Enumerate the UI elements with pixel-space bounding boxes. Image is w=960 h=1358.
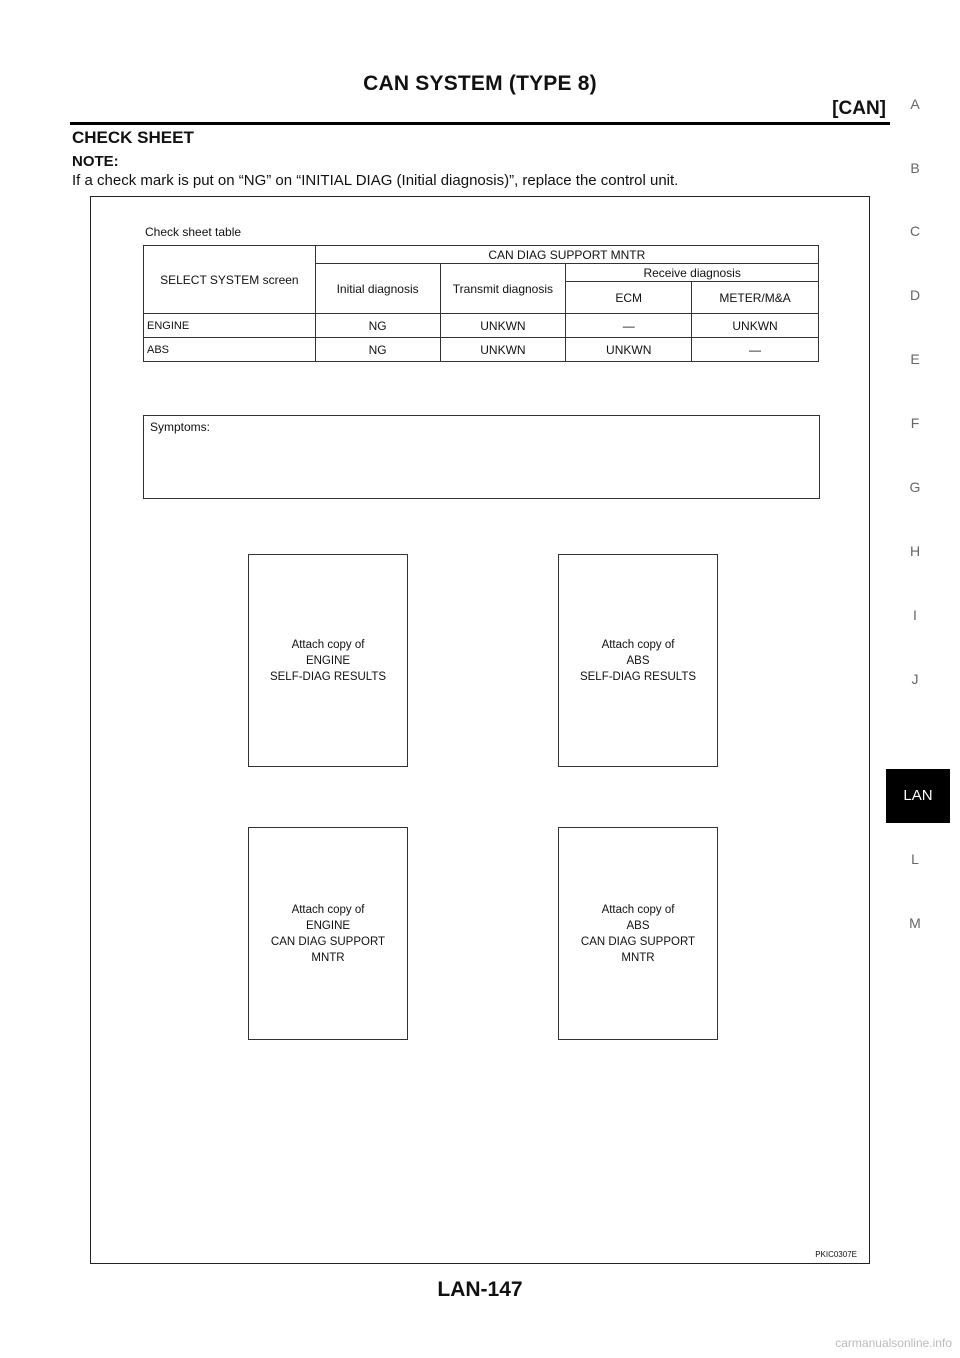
row-meter: UNKWN [692,314,819,338]
attach-line: SELF-DIAG RESULTS [269,670,387,683]
attach-line: ENGINE [305,654,351,667]
table-row [144,314,819,338]
row-initial: NG [315,338,440,362]
attach-line: Attach copy of [291,903,365,916]
row-ecm: UNKWN [566,338,692,362]
table-row [144,338,819,362]
note-text: If a check mark is put on “NG” on “INITIAL DIAG (Initial diagnosis)”, replace the control unit. [72,172,679,189]
side-tab[interactable]: H [909,543,921,559]
row-transmit: UNKWN [440,314,566,338]
attach-line: CAN DIAG SUPPORT [270,935,386,948]
header-meter: METER/M&A [692,282,819,314]
side-tab[interactable]: E [910,351,920,367]
attach-line: SELF-DIAG RESULTS [579,670,697,683]
attach-line: Attach copy of [601,903,675,916]
attach-box-abs-self-diag [558,554,718,767]
side-tab[interactable]: I [913,607,917,623]
header-select-system: SELECT SYSTEM screen [144,246,316,314]
attach-line: Attach copy of [601,638,675,651]
attach-line: ABS [626,919,650,932]
page-title: CAN SYSTEM (TYPE 8) [363,72,597,95]
section-tag: [CAN] [832,98,886,119]
side-tab[interactable]: J [911,671,919,687]
side-tab[interactable]: G [909,479,921,495]
side-tab[interactable]: B [910,160,920,176]
attach-line: ENGINE [305,919,351,932]
figure-id: PKIC0307E [815,1250,857,1259]
section-heading: CHECK SHEET [72,128,194,147]
symptoms-box [143,415,820,499]
attach-box-abs-can-diag [558,827,718,1040]
page-number: LAN-147 [437,1278,523,1301]
attach-line: MNTR [621,951,655,964]
side-tab[interactable]: F [910,415,920,431]
row-meter: — [692,338,819,362]
header-can-diag: CAN DIAG SUPPORT MNTR [315,246,818,264]
side-tab-index [890,0,960,1358]
side-tab[interactable]: D [909,287,921,303]
symptoms-label: Symptoms: [150,420,211,434]
watermark: carmanualsonline.info [835,1336,952,1350]
row-ecm: — [566,314,692,338]
row-initial: NG [315,314,440,338]
side-tab[interactable]: C [909,223,921,239]
header-rule [70,122,890,125]
row-system: ABS [144,338,316,362]
attach-line: CAN DIAG SUPPORT [580,935,696,948]
attach-line: ABS [626,654,650,667]
attach-box-engine-self-diag [248,554,408,767]
row-transmit: UNKWN [440,338,566,362]
attach-line: Attach copy of [291,638,365,651]
side-tab-active[interactable]: LAN [886,769,950,823]
note-label: NOTE: [72,153,119,170]
header-receive-diagnosis: Receive diagnosis [566,264,819,282]
row-system: ENGINE [144,314,316,338]
side-tab[interactable]: L [911,851,919,867]
figure-caption: Check sheet table [145,225,242,239]
attach-line: MNTR [311,951,345,964]
header-transmit-diagnosis: Transmit diagnosis [440,264,566,314]
side-tab[interactable]: A [910,96,920,112]
header-ecm: ECM [566,282,692,314]
check-sheet-table [143,245,819,362]
figure-frame [90,196,870,1264]
attach-box-engine-can-diag [248,827,408,1040]
header-initial-diagnosis: Initial diagnosis [315,264,440,314]
side-tab[interactable]: M [909,915,921,931]
